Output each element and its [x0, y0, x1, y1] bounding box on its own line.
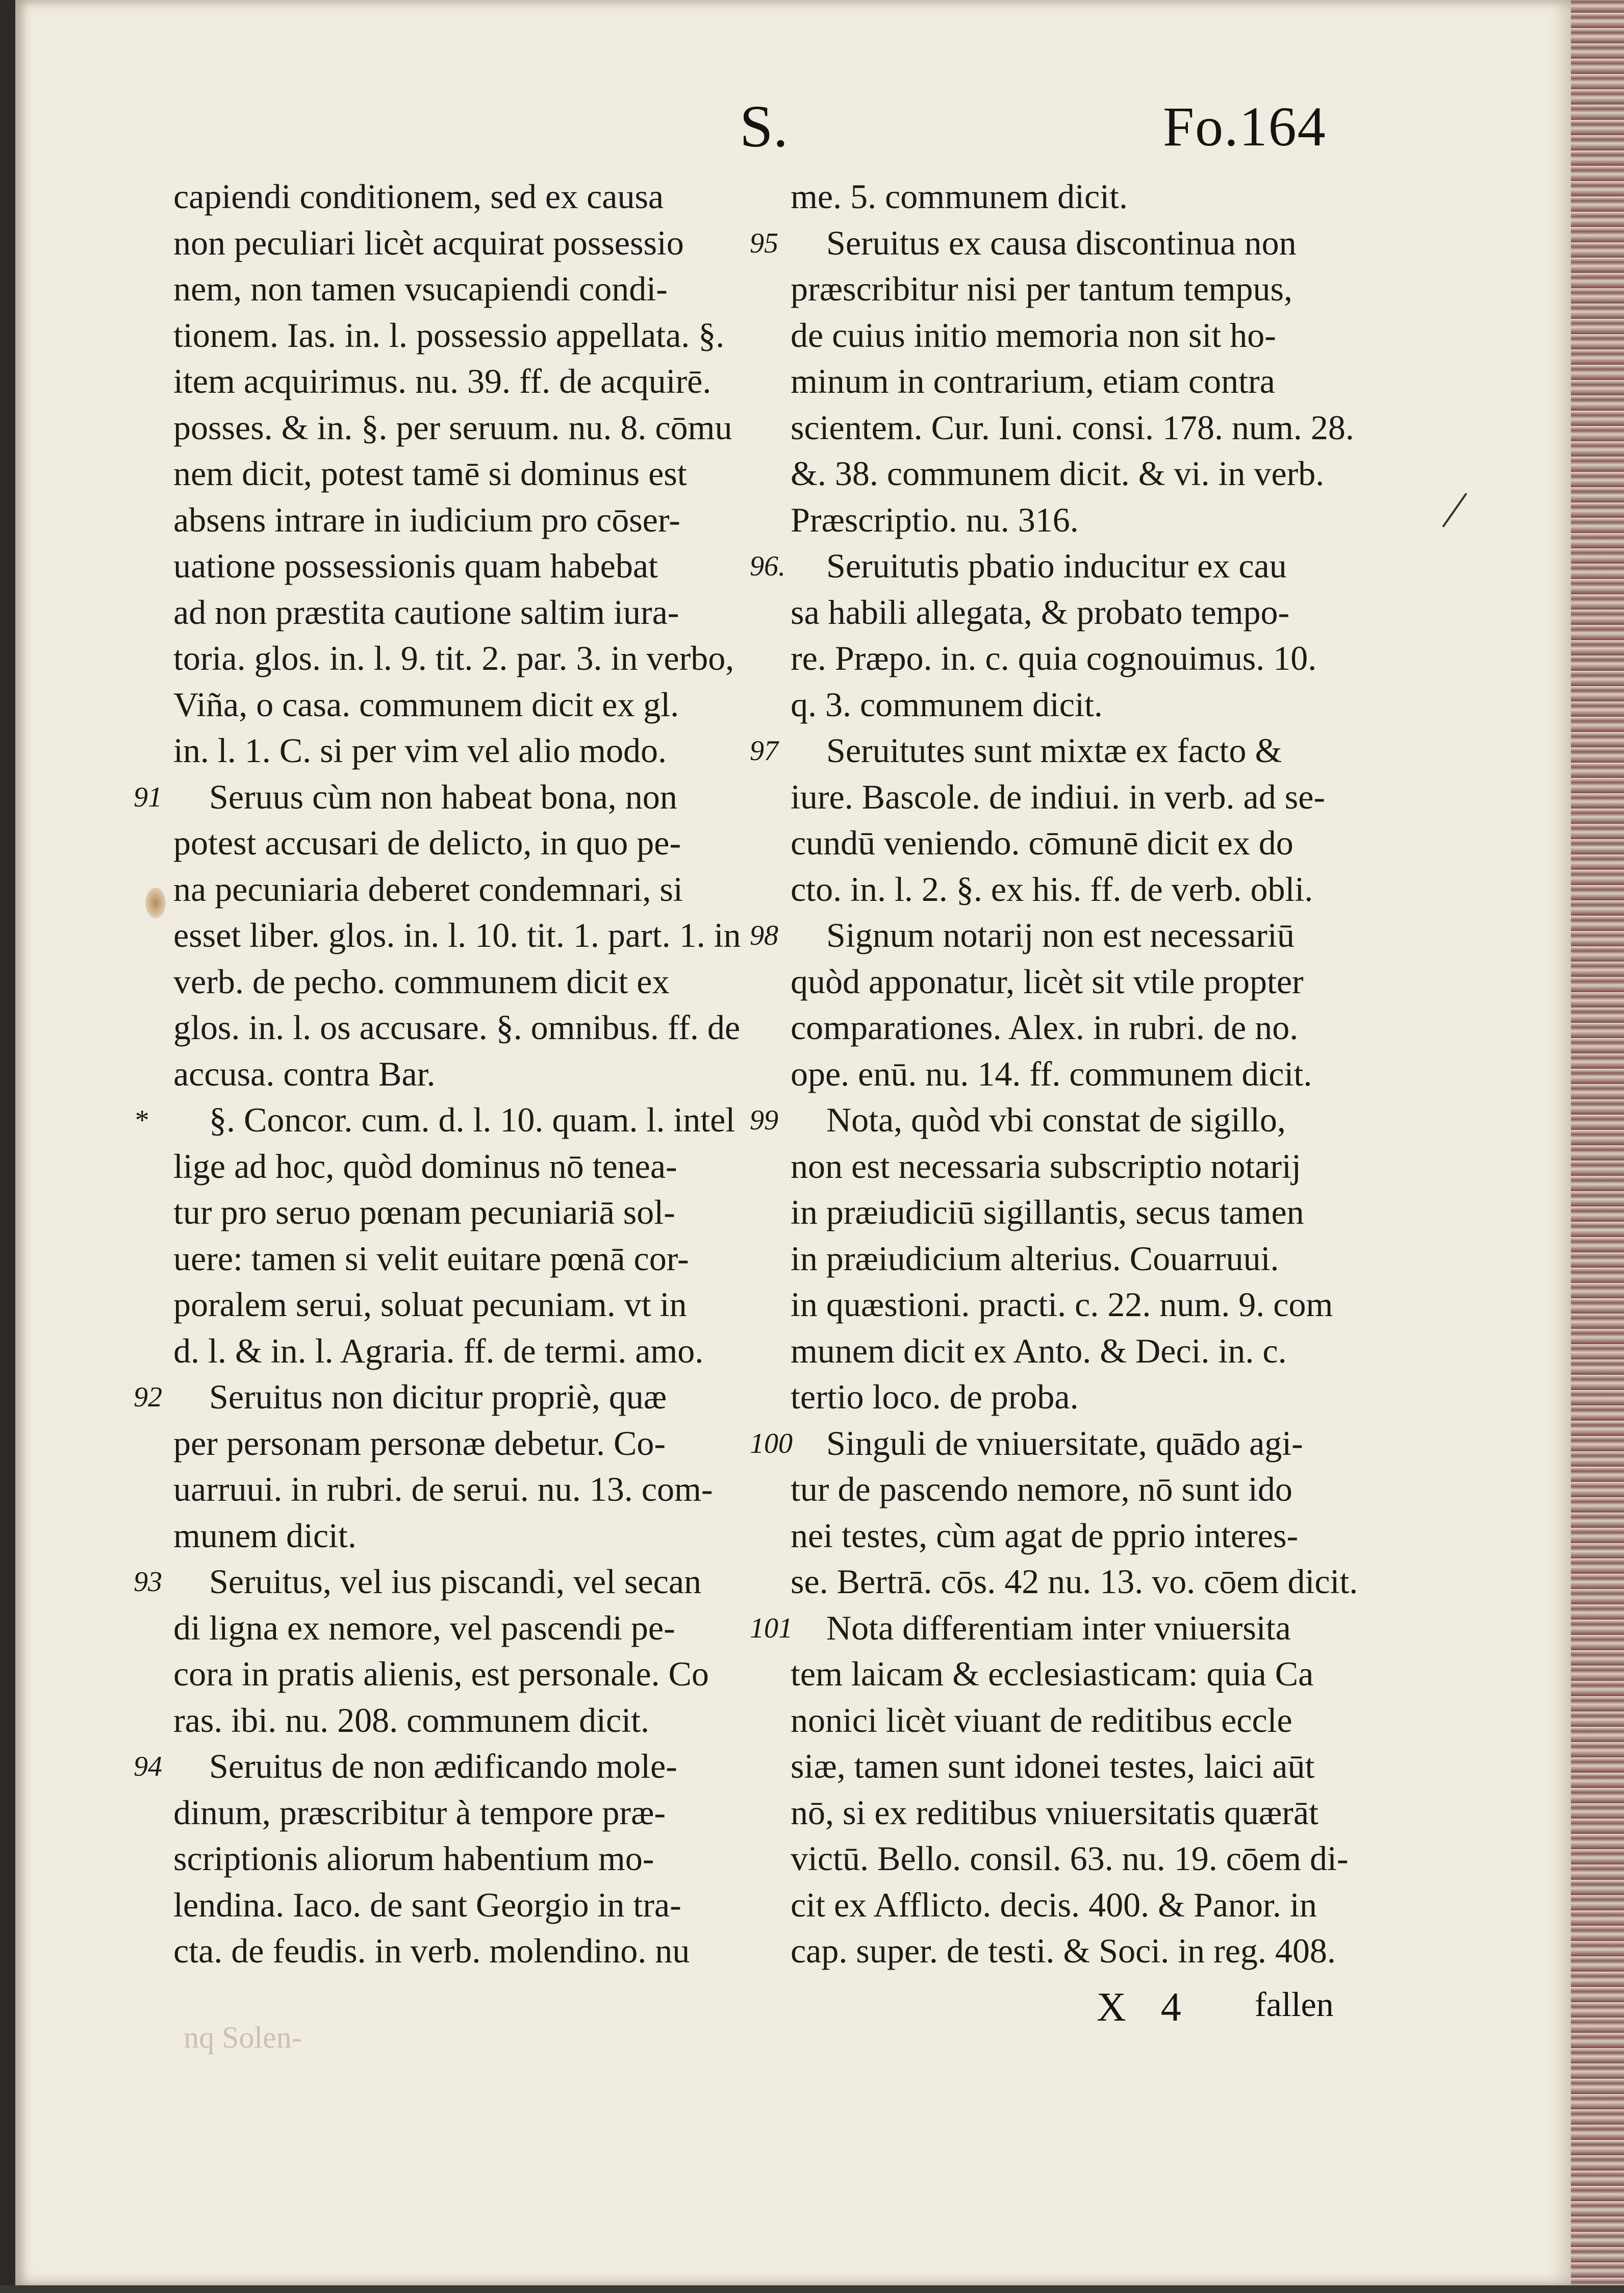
- text-line: Seruitus ex causa discontinua non: [826, 223, 1297, 262]
- text-line: victū. Bello. consil. 63. nu. 19. cōem di-: [791, 1839, 1349, 1878]
- text-line: munem dicit.: [173, 1516, 357, 1555]
- text-line: comparationes. Alex. in rubri. de no.: [791, 1008, 1299, 1047]
- text-line: &. 38. communem dicit. & vi. in verb.: [791, 454, 1325, 493]
- marginal-number: 99: [750, 1104, 778, 1136]
- marginal-number: 94: [134, 1751, 162, 1782]
- text-line: glos. in. l. os accusare. §. omnibus. ff. de: [173, 1008, 741, 1047]
- marginal-number: 91: [134, 781, 162, 813]
- text-line: cora in pratis alienis, est personale. Co: [173, 1654, 709, 1693]
- text-line: item acquirimus. nu. 39. ff. de acquirē.: [173, 362, 712, 400]
- text-line: in præiudiciū sigillantis, secus tamen: [791, 1193, 1304, 1231]
- text-line: cit ex Afflicto. decis. 400. & Panor. in: [791, 1885, 1317, 1924]
- page-edge-stack: [1571, 0, 1624, 2293]
- paper-stain: [145, 888, 166, 918]
- text-line: di ligna ex nemore, vel pascendi pe-: [173, 1608, 675, 1647]
- text-line: nem dicit, potest tamē si dominus est: [173, 454, 687, 493]
- marginal-number: 93: [134, 1566, 162, 1598]
- text-line: re. Præpo. in. c. quia cognouimus. 10.: [791, 639, 1317, 677]
- text-line: Nota, quòd vbi constat de sigillo,: [826, 1100, 1286, 1139]
- running-head-letter: S.: [740, 93, 789, 160]
- text-line: Signum notarij non est necessariū: [826, 916, 1295, 954]
- text-line: na pecuniaria deberet condemnari, si: [173, 869, 683, 909]
- text-line: per personam personæ debetur. Co-: [173, 1423, 666, 1463]
- text-line: Seruitus non dicitur propriè, quæ: [209, 1377, 667, 1416]
- text-line: cta. de feudis. in verb. molendino. nu: [173, 1931, 690, 1970]
- ink-mark: [1442, 493, 1467, 527]
- text-line: tionem. Ias. in. l. possessio appellata. §.: [173, 315, 725, 355]
- text-line: Viña, o casa. communem dicit ex gl.: [173, 685, 679, 724]
- text-line: uatione possessionis quam habebat: [173, 546, 658, 585]
- marginal-number: *: [134, 1104, 148, 1136]
- text-line: ras. ibi. nu. 208. communem dicit.: [173, 1700, 649, 1740]
- marginal-number: 95: [750, 227, 778, 259]
- text-line: lendina. Iaco. de sant Georgio in tra-: [173, 1885, 681, 1924]
- text-line: tertio loco. de proba.: [791, 1377, 1079, 1416]
- text-line: tem laicam & ecclesiasticam: quia Ca: [791, 1654, 1314, 1693]
- text-line: dinum, præscribitur à tempore præ-: [173, 1793, 666, 1832]
- text-line: esset liber. glos. in. l. 10. tit. 1. part. 1. in: [173, 916, 741, 954]
- text-line: nei testes, cùm agat de pprio interes-: [791, 1516, 1299, 1555]
- bleed-through-text: nq Solen-: [184, 2021, 302, 2054]
- text-line: poralem serui, soluat pecuniam. vt in: [173, 1285, 687, 1324]
- text-line: uarruui. in rubri. de serui. nu. 13. com-: [173, 1470, 713, 1508]
- text-line: sa habili allegata, & probato tempo-: [791, 592, 1290, 632]
- text-line: non peculiari licèt acquirat possessio: [173, 223, 684, 262]
- text-line: Singuli de vniuersitate, quādo agi-: [826, 1423, 1303, 1463]
- text-line: Seruus cùm non habeat bona, non: [209, 777, 677, 816]
- text-line: q. 3. communem dicit.: [791, 685, 1103, 724]
- text-line: in. l. 1. C. si per vim vel alio modo.: [173, 731, 667, 770]
- text-line: toria. glos. in. l. 9. tit. 2. par. 3. in verbo,: [173, 639, 734, 677]
- text-line: Seruitutes sunt mixtæ ex facto &: [826, 731, 1282, 770]
- text-line: cto. in. l. 2. §. ex his. ff. de verb. obli.: [791, 869, 1313, 909]
- marginal-number: 96.: [750, 550, 785, 582]
- text-line: Nota differentiam inter vniuersita: [826, 1608, 1291, 1647]
- text-line: verb. de pecho. communem dicit ex: [173, 962, 670, 1001]
- text-line: d. l. & in. l. Agraria. ff. de termi. amo.: [173, 1331, 704, 1370]
- text-line: capiendi conditionem, sed ex causa: [173, 177, 664, 216]
- text-line: scriptionis aliorum habentium mo-: [173, 1839, 654, 1878]
- catchword: fallen: [1255, 1985, 1334, 2024]
- folio-number: Fo.164: [1163, 95, 1327, 158]
- marginal-number: 100: [750, 1427, 793, 1459]
- text-line: uere: tamen si velit euitare pœnā cor-: [173, 1239, 689, 1278]
- text-line: lige ad hoc, quòd dominus nō tenea-: [173, 1146, 677, 1186]
- text-line: cundū veniendo. cōmunē dicit ex do: [791, 823, 1293, 862]
- text-line: ope. enū. nu. 14. ff. communem dicit.: [791, 1054, 1312, 1093]
- text-line: Seruitutis pbatio inducitur ex cau: [826, 546, 1287, 585]
- text-line: me. 5. communem dicit.: [791, 177, 1128, 216]
- text-line: de cuius initio memoria non sit ho-: [791, 315, 1276, 355]
- text-line: se. Bertrā. cōs. 42 nu. 13. vo. cōem dicit.: [791, 1562, 1358, 1601]
- text-line: præscribitur nisi per tantum tempus,: [791, 269, 1292, 308]
- marginal-number: 101: [750, 1612, 793, 1644]
- text-line: in præiudicium alterius. Couarruui.: [791, 1239, 1279, 1278]
- left-text-column: [173, 173, 765, 1974]
- text-line: minum in contrarium, etiam contra: [791, 362, 1275, 400]
- text-line: quòd apponatur, licèt sit vtile propter: [791, 962, 1304, 1001]
- text-line: cap. super. de testi. & Soci. in reg. 408.: [791, 1931, 1336, 1970]
- text-line: accusa. contra Bar.: [173, 1054, 436, 1093]
- text-line: posses. & in. §. per seruum. nu. 8. cōmu: [173, 408, 732, 447]
- marginal-number: 98: [750, 920, 778, 951]
- text-line: tur pro seruo pœnam pecuniariā sol-: [173, 1193, 675, 1231]
- text-line: nō, si ex reditibus vniuersitatis quærāt: [791, 1793, 1318, 1832]
- page-bottom-edge: [0, 2285, 1624, 2293]
- text-line: potest accusari de delicto, in quo pe-: [173, 823, 681, 862]
- marginal-number: 92: [134, 1381, 162, 1413]
- text-line: §. Concor. cum. d. l. 10. quam. l. intel: [209, 1100, 735, 1139]
- text-line: munem dicit ex Anto. & Deci. in. c.: [791, 1331, 1287, 1370]
- marginal-number: 97: [750, 735, 778, 767]
- text-line: in quæstioni. practi. c. 22. num. 9. com: [791, 1285, 1333, 1324]
- signature-mark: X 4: [1097, 1985, 1194, 2030]
- text-line: nem, non tamen vsucapiendi condi-: [173, 269, 668, 308]
- text-line: absens intrare in iudicium pro cōser-: [173, 500, 680, 539]
- right-text-column: [791, 173, 1382, 1974]
- text-line: Seruitus de non ædificando mole-: [209, 1747, 677, 1785]
- text-line: nonici licèt viuant de reditibus eccle: [791, 1700, 1292, 1740]
- text-line: Præscriptio. nu. 316.: [791, 500, 1079, 539]
- text-line: non est necessaria subscriptio notarij: [791, 1146, 1301, 1186]
- text-line: ad non præstita cautione saltim iura-: [173, 592, 679, 632]
- text-line: scientem. Cur. Iuni. consi. 178. num. 28.: [791, 408, 1354, 447]
- text-line: siæ, tamen sunt idonei testes, laici aūt: [791, 1747, 1315, 1785]
- text-line: tur de pascendo nemore, nō sunt ido: [791, 1470, 1292, 1508]
- text-line: iure. Bascole. de indiui. in verb. ad se-: [791, 777, 1326, 816]
- text-line: Seruitus, vel ius piscandi, vel secan: [209, 1562, 702, 1601]
